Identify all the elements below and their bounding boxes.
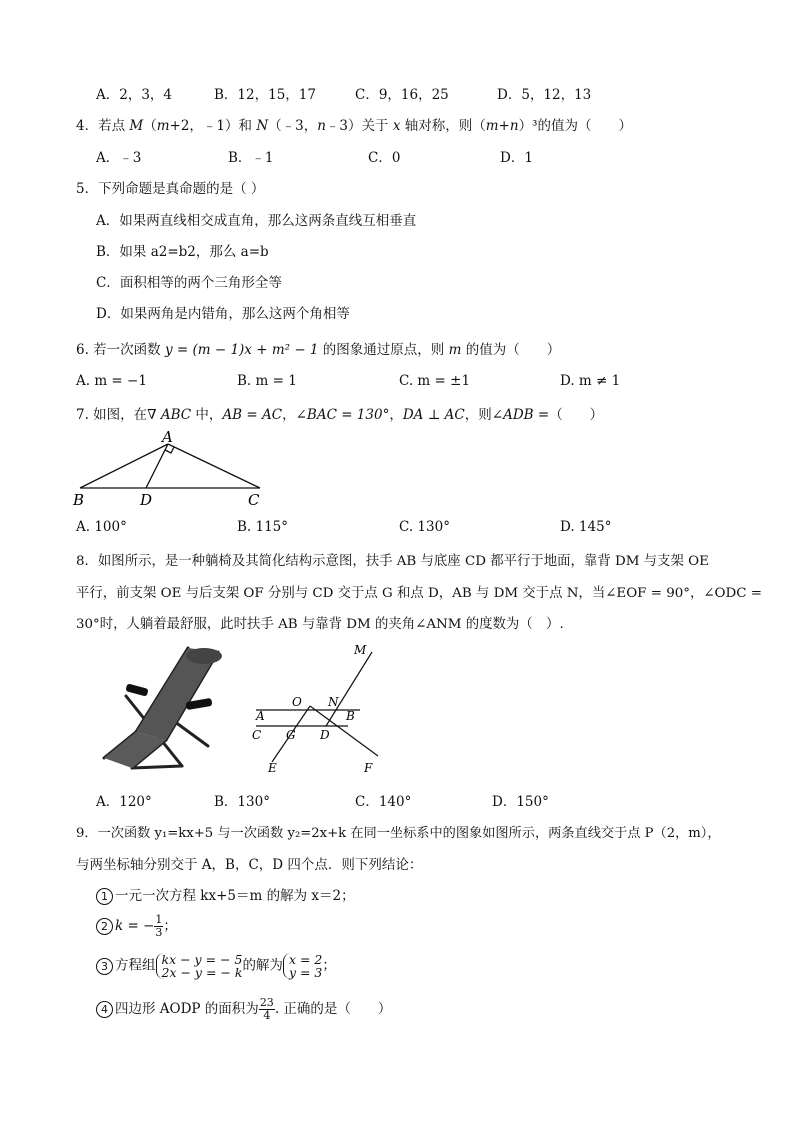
q7-label-a: A — [162, 428, 173, 446]
q9-conclusion-text: ； — [163, 918, 177, 934]
q9-circled-number: 1 — [96, 888, 113, 905]
q7-condition: AB = AC — [222, 407, 283, 423]
q7-stem-text: ，则 — [464, 407, 492, 423]
q8-label-g: G — [286, 728, 296, 742]
q7-stem-text: 中， — [191, 407, 223, 423]
q7-option-a: A. 100° — [76, 519, 127, 535]
q3-option-c: C．9，16，25 — [355, 87, 449, 103]
q6-stem-text: 的图象通过原点，则 — [318, 342, 449, 358]
q5-option-b: B．如果 a2=b2，那么 a=b — [96, 244, 269, 260]
q9-circled-number: 2 — [96, 918, 113, 935]
q4-plus: + — [498, 118, 510, 134]
q8-label-n: N — [328, 695, 339, 709]
q6-option-c: C. m = ±1 — [399, 373, 471, 389]
chair-headrest — [186, 648, 222, 664]
q5-option-c: C．面积相等的两个三角形全等 — [96, 275, 282, 291]
q9-conclusion-text: 四边形 AODP 的面积为 — [115, 1001, 259, 1017]
q4-var-m: m — [156, 118, 170, 134]
equation-row: 2x − y = − k — [161, 965, 243, 980]
q4-option-d: D．1 — [500, 150, 533, 166]
chair-armrest-left — [125, 683, 148, 696]
q8-stem-line-3: 30°时，人躺着最舒服，此时扶手 AB 与靠背 DM 的夹角∠ANM 的度数为（ ）. — [76, 617, 564, 632]
q3-option-b: B．12，15，17 — [214, 87, 316, 103]
q6-option-d: D. m ≠ 1 — [560, 373, 621, 389]
q9-stem-line-2: 与两坐标轴分别交于 A，B，C，D 四个点．则下列结论： — [76, 857, 423, 873]
q9-circled-number: 3 — [96, 958, 113, 975]
q7-triangle: ∇ ABC — [147, 407, 192, 423]
q6-stem-text: 6. 若一次函数 — [76, 342, 165, 358]
q7-separator: ， — [282, 407, 296, 423]
q8-structure-diagram — [248, 640, 388, 775]
q7-option-c: C. 130° — [399, 519, 450, 535]
q7-side-ac — [168, 444, 260, 488]
q4-stem-text: +2，﹣1）和 — [169, 118, 257, 134]
q4-stem-text: 4．若点 — [76, 118, 130, 134]
q9-conclusion-text: 一元一次方程 kx+5＝m 的解为 x＝2； — [115, 888, 355, 904]
q4-var-n: n — [317, 118, 326, 134]
q4-stem-text: （ — [143, 118, 157, 134]
q6-option-b: B. m = 1 — [237, 373, 297, 389]
q8-label-a: A — [256, 709, 265, 723]
q7-triangle-figure — [70, 428, 270, 510]
q9-stem-line-1: 9．一次函数 y₁=kx+5 与一次函数 y₂=2x+k 在同一坐标系中的图象如图所示，两条直线交于点 P（2，m）， — [76, 826, 721, 841]
q7-option-d: D. 145° — [560, 519, 612, 535]
q8-option-b: B．130° — [214, 794, 270, 810]
q5-option-a: A．如果两直线相交成直角，那么这两条直线互相垂直 — [96, 213, 417, 229]
q9-conclusion-text: k = − — [115, 918, 155, 934]
q9-conclusion-text: 的解为 — [242, 957, 283, 974]
q9-circled-number: 4 — [96, 1001, 113, 1018]
q8-option-d: D．150° — [492, 794, 549, 810]
q7-segment-ad — [146, 444, 168, 488]
chair-base — [132, 766, 182, 768]
q7-stem-text: （ ） — [549, 407, 604, 423]
q4-var-n: n — [509, 118, 519, 134]
q8-label-m: M — [354, 643, 367, 657]
q6-stem — [76, 338, 560, 358]
q6-stem-text: 的值为（ ） — [461, 342, 561, 358]
q9-conclusion-2 — [96, 914, 177, 939]
fraction-numerator: 1 — [155, 913, 163, 926]
q8-option-c: C．140° — [355, 794, 412, 810]
fraction-numerator: 23 — [259, 996, 274, 1009]
q8-stem-line-2: 平行，前支架 OE 与后支架 OF 分别与 CD 交于点 G 和点 D，AB 与 DM 交于点 N，当∠EOF = 90°，∠ODC = — [76, 586, 762, 601]
q4-stem-text: ）³的值为（ ） — [518, 118, 632, 134]
q8-stem-line-1: 8．如图所示，是一种躺椅及其简化结构示意图，扶手 AB 与底座 CD 都平行于地面，靠背 DM 与支架 OE — [76, 554, 709, 569]
q4-stem — [76, 114, 632, 134]
q7-side-ab — [80, 444, 168, 488]
q3-option-a: A．2，3，4 — [96, 87, 173, 103]
q7-label-c: C — [248, 491, 260, 509]
q7-stem — [76, 403, 603, 423]
recliner-chair-image — [96, 640, 232, 780]
q8-label-d: D — [320, 728, 330, 742]
q5-option-d: D．如果两角是内错角，那么这两个角相等 — [96, 306, 350, 322]
q8-label-b: B — [346, 709, 355, 723]
q7-label-b: B — [73, 491, 85, 509]
q4-option-a: A．﹣3 — [96, 150, 142, 166]
q7-option-b: B. 115° — [237, 519, 289, 535]
q8-label-o: O — [292, 695, 302, 709]
q6-var-m: m — [448, 342, 462, 358]
q7-condition: DA ⊥ AC — [402, 407, 465, 423]
q9-conclusion-1 — [96, 884, 355, 905]
q7-label-d: D — [140, 491, 153, 509]
equation-row: kx − y = − 5 — [161, 952, 243, 967]
q7-question: ∠ADB = — [491, 407, 550, 423]
q4-point-m: M — [129, 118, 144, 134]
q9-conclusion-text: 方程组 — [115, 957, 156, 974]
q8-label-e: E — [268, 761, 277, 775]
q9-conclusion-text: . 正确的是（ ） — [274, 1001, 392, 1017]
q5-stem: 5．下列命题是真命题的是（ ） — [76, 181, 265, 197]
q4-stem-text: 轴对称，则（ — [400, 118, 486, 134]
q9-solution-system — [283, 953, 322, 979]
fraction-denominator: 3 — [155, 926, 163, 939]
q4-var-m: m — [485, 118, 499, 134]
q4-option-b: B．﹣1 — [228, 150, 274, 166]
q4-stem-text: （﹣3， — [268, 118, 318, 134]
q6-formula: y = (m − 1)x + m² − 1 — [164, 342, 319, 358]
q4-option-c: C．0 — [368, 150, 401, 166]
q9-equation-system — [156, 953, 243, 979]
q8-label-f: F — [364, 761, 373, 775]
q4-var-x: x — [392, 118, 401, 134]
q9-conclusion-text: ； — [322, 957, 336, 974]
q9-fraction — [259, 997, 275, 1022]
q8-label-c: C — [252, 728, 262, 742]
q9-conclusion-3 — [96, 953, 336, 979]
fraction-denominator: 4 — [263, 1009, 271, 1022]
q4-point-n: N — [256, 118, 269, 134]
q4-stem-text: ﹣3）关于 — [325, 118, 393, 134]
q3-option-d: D．5，12，13 — [497, 87, 592, 103]
q9-conclusion-4 — [96, 997, 391, 1022]
q8-option-a: A．120° — [96, 794, 152, 810]
q7-condition: ∠BAC = 130° — [295, 407, 390, 423]
q7-stem-text: 7. 如图，在 — [76, 407, 148, 423]
q6-option-a: A. m = −1 — [76, 373, 147, 389]
q7-separator: ， — [389, 407, 403, 423]
solution-row: x = 2 — [288, 952, 323, 967]
solution-row: y = 3 — [288, 965, 323, 980]
